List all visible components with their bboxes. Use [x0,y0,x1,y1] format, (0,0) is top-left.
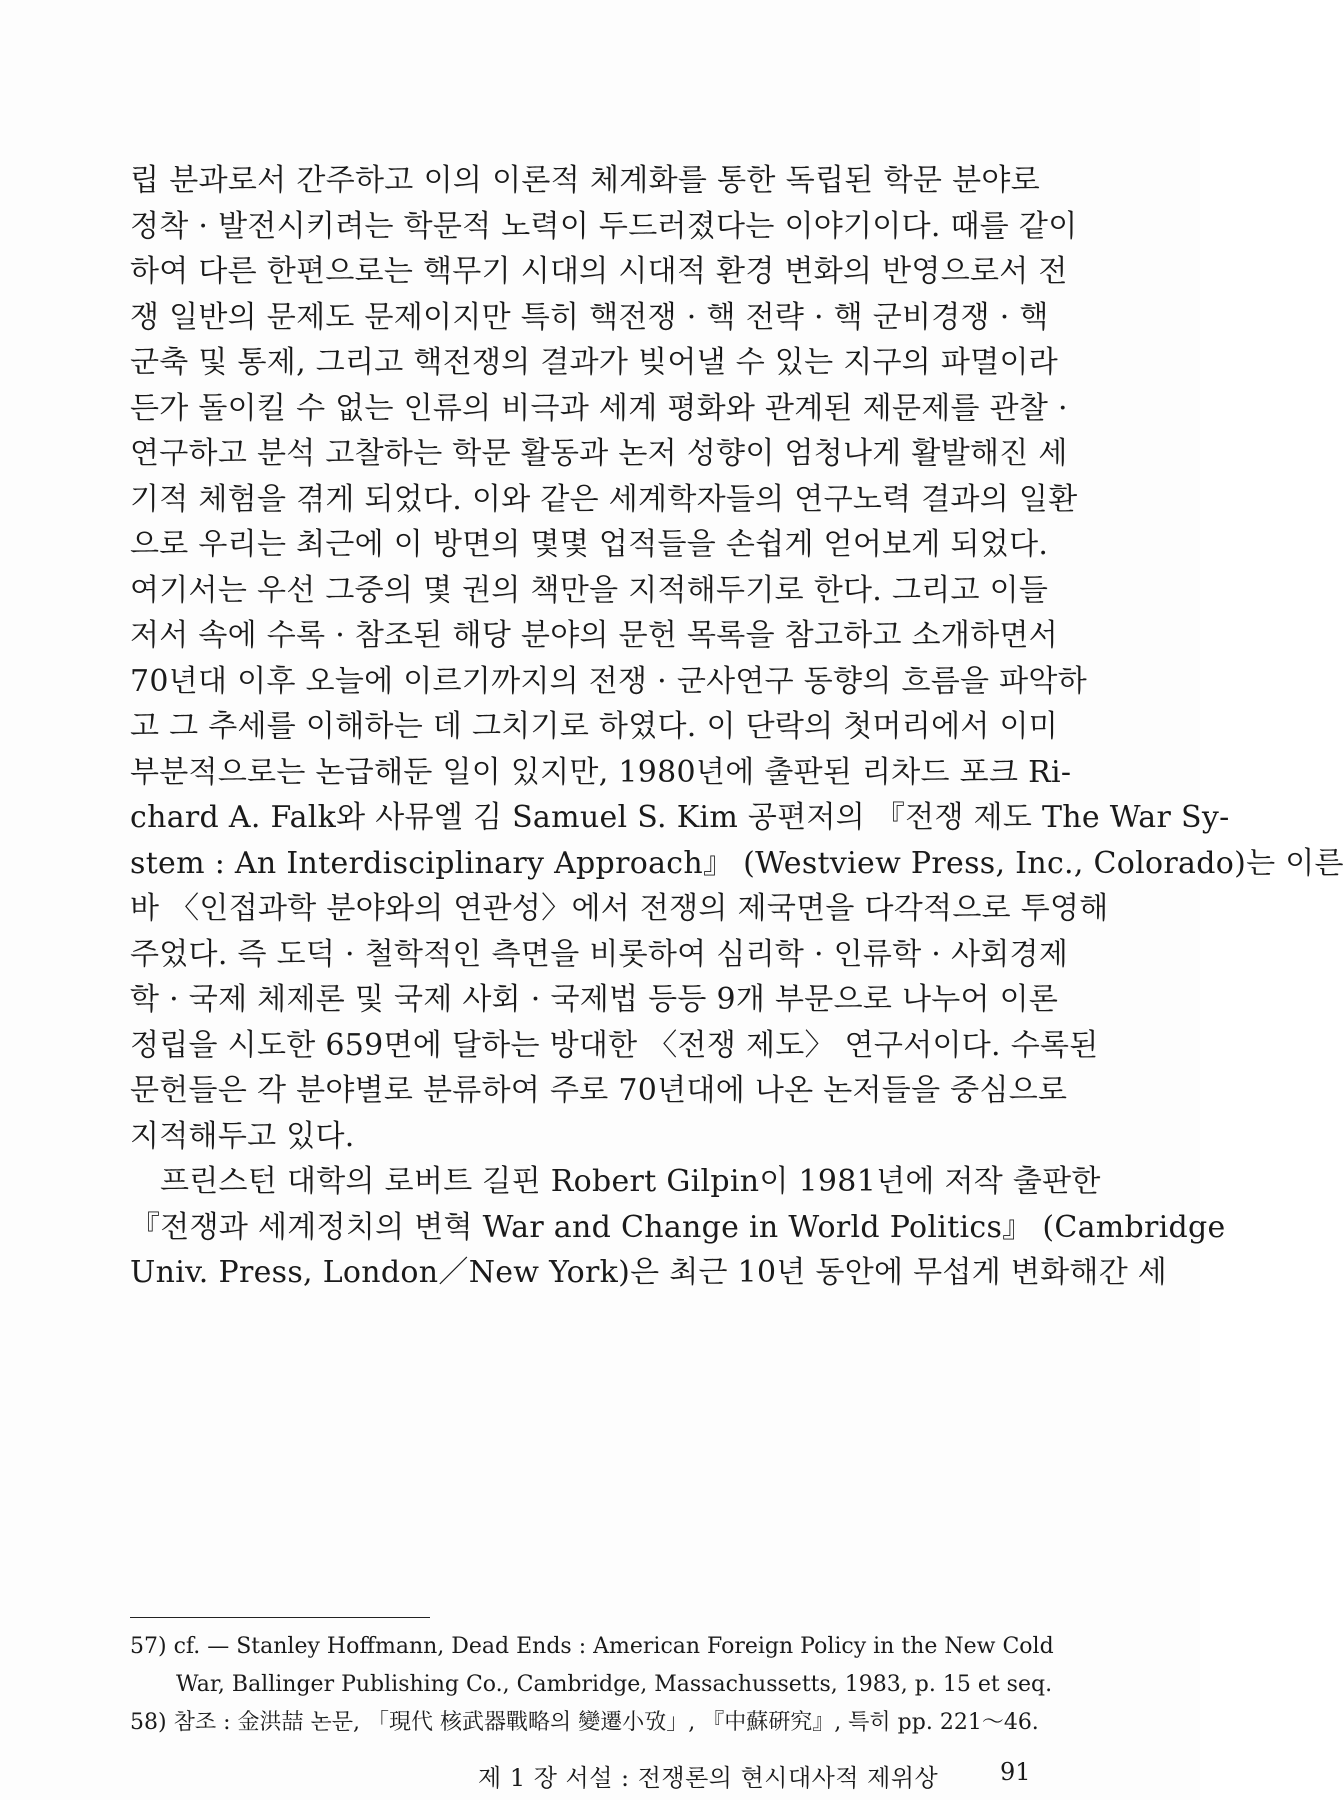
footnotes [130,1628,1054,1742]
footnote-line [130,1704,1040,1742]
text-line: stem : An Interdisciplinary Approach』 (Westview Press, Inc., Colorado)는 이른 [130,845,1344,881]
text-line: 으로 우리는 최근에 이 방면의 몇몇 업적들을 손쉽게 얻어보게 되었다. [130,527,1049,562]
footnote-separator [130,1617,430,1618]
text-line: 70년대 이후 오늘에 이르기까지의 전쟁 · 군사연구 동향의 흐름을 파악하 [130,663,1087,699]
text-line: 문헌들은 각 분야별로 분류하여 주로 70년대에 나온 논저들을 중심으로 [130,1073,1068,1108]
text-line: 쟁 일반의 문제도 문제이지만 특히 핵전쟁 · 핵 전략 · 핵 군비경쟁 · 핵 [130,299,1049,335]
text-line: 든가 돌이킬 수 없는 인류의 비극과 세계 평화와 관계된 제문제를 관찰 · [130,390,1068,426]
footnote-text: 참조 : 金洪喆 논문, 「現代 核武器戰略의 變遷小攷」, 『中蘇硏究』, 특히 pp. 221～46. [173,1710,1039,1735]
text-line: 학 · 국제 체제론 및 국제 사회 · 국제법 등등 9개 부문으로 나누어 이론 [130,982,1059,1017]
footnote-marker: 58) [130,1710,167,1735]
text-line: 정립을 시도한 659면에 달하는 방대한 〈전쟁 제도〉 연구서이다. 수록된 [130,1027,1099,1063]
text-line: 바 〈인접과학 분야와의 연관성〉에서 전쟁의 제국면을 다각적으로 투영해 [130,891,1109,926]
footnote-line [130,1628,1054,1666]
text-line: 『전쟁과 세계정치의 변혁 War and Change in World Politics』 (Cambridge [130,1209,1226,1245]
running-footer: 제 1 장 서설 : 전쟁론의 현시대사적 제위상 [478,1764,939,1792]
footnote-line: War, Ballinger Publishing Co., Cambridge, Massachussetts, 1983, p. 15 et seq. [176,1672,1053,1697]
text-line: 연구하고 분석 고찰하는 학문 활동과 논저 성향이 엄청나게 활발해진 세 [130,436,1068,471]
text-line: chard A. Falk와 사뮤엘 김 Samuel S. Kim 공편저의 『전쟁 제도 The War Sy- [130,800,1230,835]
paragraph-start-line: 프린스턴 대학의 로버트 길핀 Robert Gilpin이 1981년에 저작 출판한 [160,1164,1101,1199]
text-line: 여기서는 우선 그중의 몇 권의 책만을 지적해두기로 한다. 그리고 이들 [130,572,1049,608]
paragraph-end-line: 지적해두고 있다. [130,1118,355,1154]
page-number: 91 [1000,1758,1031,1786]
text-line: 립 분과로서 간주하고 이의 이론적 체계화를 통한 독립된 학문 분야로 [130,163,1040,198]
text-line: 고 그 추세를 이해하는 데 그치기로 하였다. 이 단락의 첫머리에서 이미 [130,709,1059,744]
text-line: 주었다. 즉 도덕 · 철학적인 측면을 비롯하여 심리학 · 인류학 · 사회경제 [130,936,1069,972]
text-line: Univ. Press, London／New York)은 최근 10년 동안에 무섭게 변화해간 세 [130,1255,1168,1290]
body-text [130,158,1344,1296]
footnote-58 [130,1704,1040,1742]
footnote-57 [130,1628,1054,1704]
text-line: 부분적으로는 논급해둔 일이 있지만, 1980년에 출판된 리차드 포크 Ri- [130,754,1072,790]
text-line: 군축 및 통제, 그리고 핵전쟁의 결과가 빚어낼 수 있는 지구의 파멸이라 [130,345,1059,380]
text-line: 하여 다른 한편으로는 핵무기 시대의 시대적 환경 변화의 반영으로서 전 [130,254,1068,289]
footnote-text: cf. — Stanley Hoffmann, Dead Ends : American Foreign Policy in the New Cold [173,1634,1054,1659]
footnote-marker: 57) [130,1634,167,1659]
text-line: 저서 속에 수록 · 참조된 해당 분야의 문헌 목록을 참고하고 소개하면서 [130,618,1059,653]
text-line: 정착 · 발전시키려는 학문적 노력이 두드러졌다는 이야기이다. 때를 같이 [130,208,1078,244]
text-line: 기적 체험을 겪게 되었다. 이와 같은 세계학자들의 연구노력 결과의 일환 [130,481,1078,517]
